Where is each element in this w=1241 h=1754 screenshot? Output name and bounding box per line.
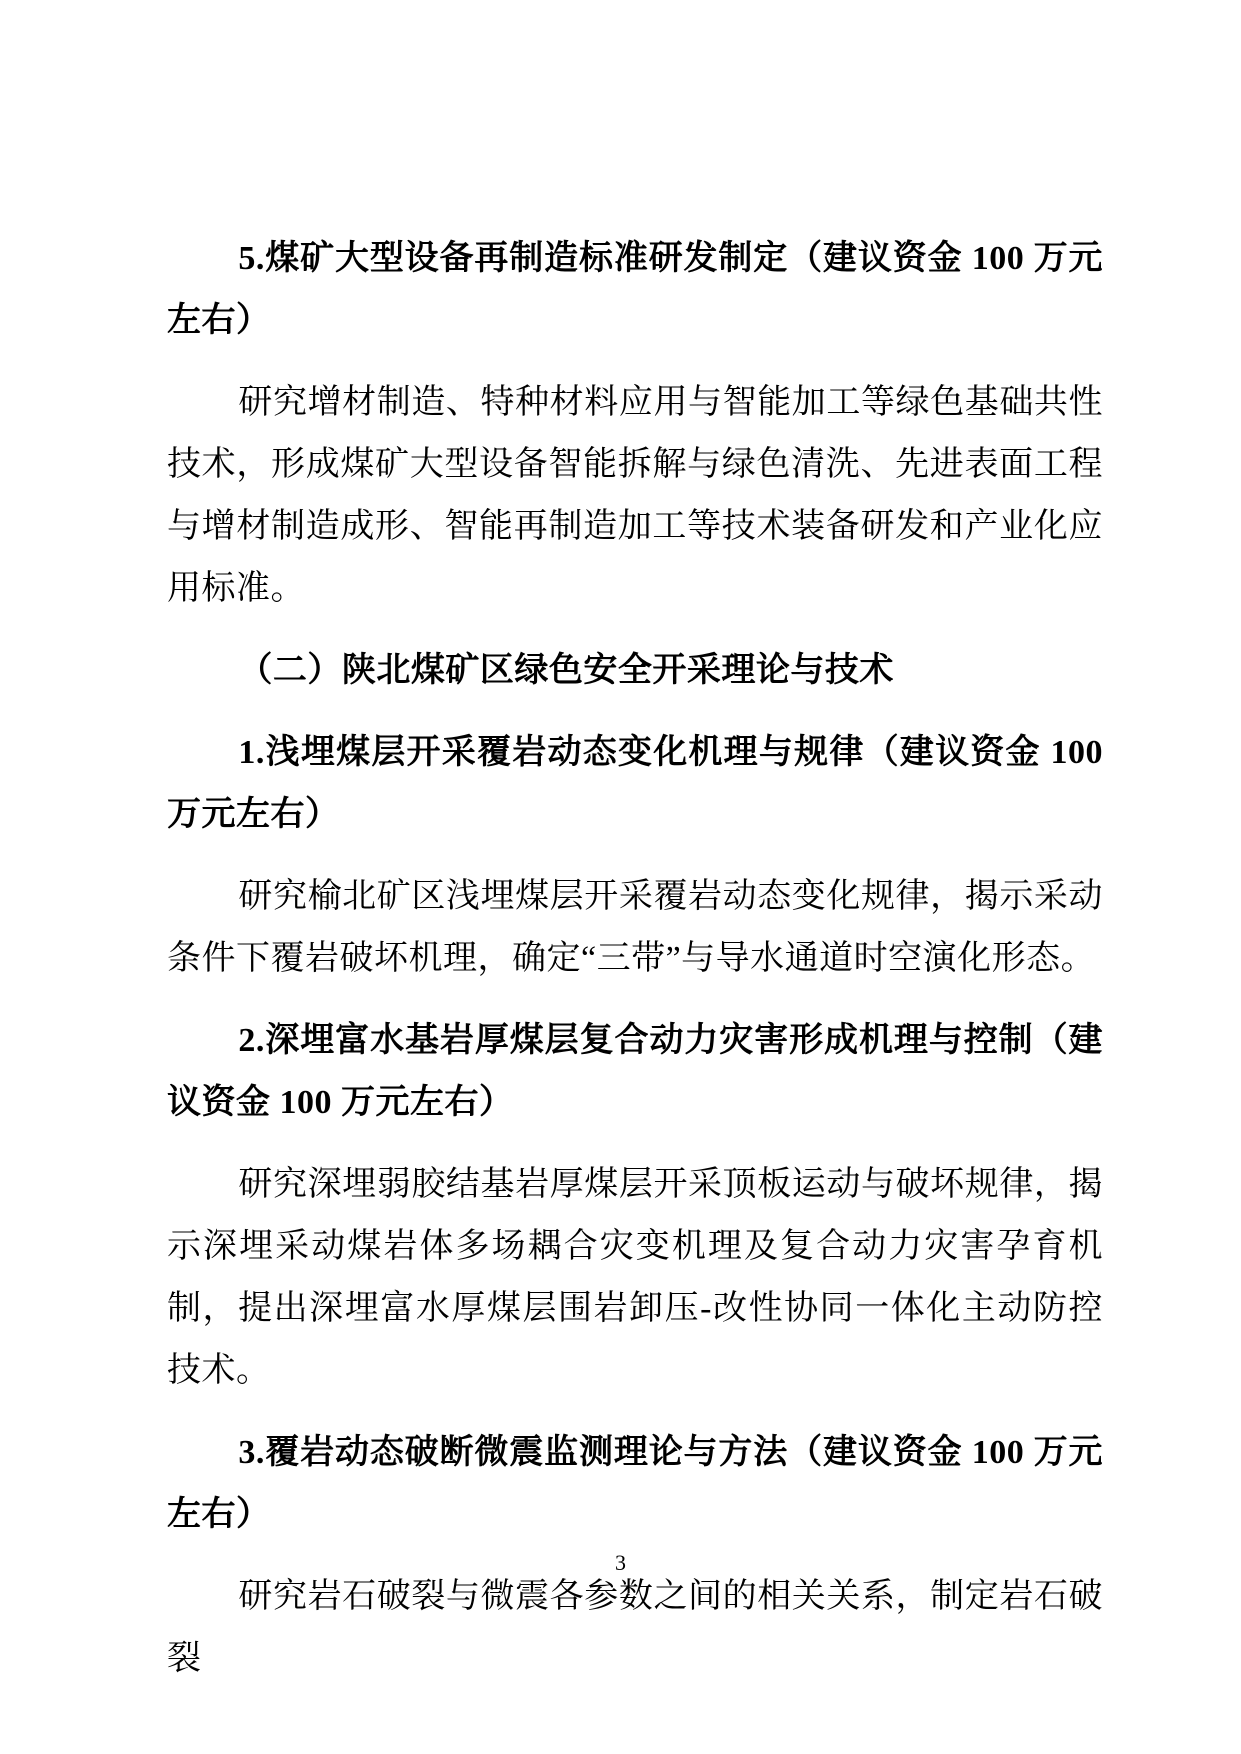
section-heading: 2.深埋富水基岩厚煤层复合动力灾害形成机理与控制（建议资金 100 万元左右） xyxy=(167,1022,1103,1121)
section-heading: （二）陕北煤矿区绿色安全开采理论与技术 xyxy=(238,652,894,689)
section-heading: 5.煤矿大型设备再制造标准研发制定（建议资金 100 万元左右） xyxy=(167,240,1103,339)
body-paragraph: 研究榆北矿区浅埋煤层开采覆岩动态变化规律，揭示采动条件下覆岩破坏机理，确定“三带”与导水通道时空演化形态。 xyxy=(167,878,1103,977)
body-paragraph: 研究增材制造、特种材料应用与智能加工等绿色基础共性技术，形成煤矿大型设备智能拆解与绿色清洗、先进表面工程与增材制造成形、智能再制造加工等技术装备研发和产业化应用标准。 xyxy=(167,384,1103,607)
body-paragraph: 研究深埋弱胶结基岩厚煤层开采顶板运动与破坏规律，揭示深埋采动煤岩体多场耦合灾变机理及复合动力灾害孕育机制，提出深埋富水厚煤层围岩卸压-改性协同一体化主动防控技术。 xyxy=(167,1166,1103,1389)
body-paragraph: 研究岩石破裂与微震各参数之间的相关关系，制定岩石破裂 xyxy=(167,1578,1103,1677)
page-number: 3 xyxy=(615,1550,626,1575)
document-body xyxy=(167,228,1103,1710)
section-heading: 1.浅埋煤层开采覆岩动态变化机理与规律（建议资金 100 万元左右） xyxy=(167,734,1103,833)
section-heading: 3.覆岩动态破断微震监测理论与方法（建议资金 100 万元左右） xyxy=(167,1434,1103,1533)
